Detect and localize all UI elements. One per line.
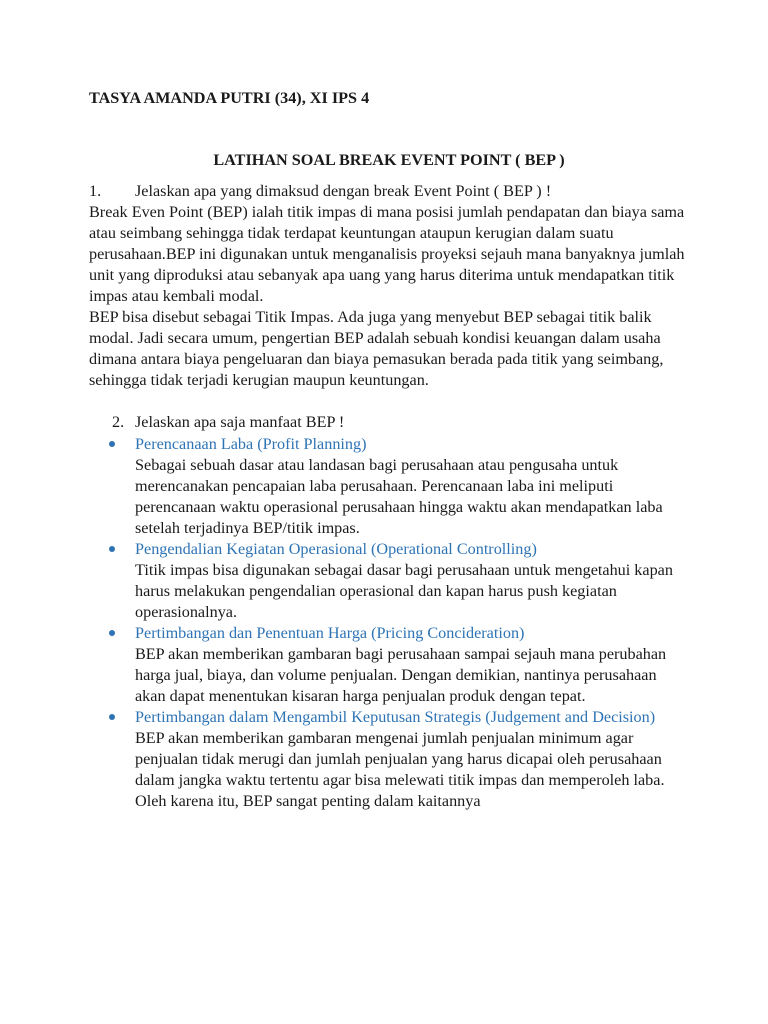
benefit-heading: Pertimbangan dan Penentuan Harga (Pricing Concideration) [135, 624, 525, 642]
document-body [89, 88, 689, 812]
benefit-text: Sebagai sebuah dasar atau landasan bagi perusahaan atau pengusaha untuk merencanakan pencapaian laba perusahaan. Perencanaan laba ini meliputi perencanaan waktu operasional perusahaan hingga waktu akan mendapatkan laba setelah terjadinya BEP/titik impas. [135, 456, 663, 537]
answer-1-paragraph-1: Break Even Point (BEP) ialah titik impas di mana posisi jumlah pendapatan dan biaya sama atau seimbang sehingga tidak terdapat keuntungan ataupun kerugian dalam suatu perusahaan.BEP ini digunakan untuk menganalisis proyeksi sejauh mana banyaknya jumlah unit yang diproduksi atau sebanyak apa uang yang harus diterima untuk mendapatkan titik impas atau kembali modal. [89, 203, 685, 305]
question-1-number: 1. [89, 182, 102, 200]
bullet-dot-icon [89, 434, 135, 539]
document-title: LATIHAN SOAL BREAK EVENT POINT ( BEP ) [213, 151, 565, 169]
question-2-text: Jelaskan apa saja manfaat BEP ! [135, 413, 345, 431]
benefit-heading: Perencanaan Laba (Profit Planning) [135, 435, 367, 453]
benefit-heading: Pengendalian Kegiatan Operasional (Operational Controlling) [135, 540, 537, 558]
list-item [89, 707, 689, 812]
benefit-text: Titik impas bisa digunakan sebagai dasar bagi perusahaan untuk mengetahui kapan harus melakukan pengendalian operasional dan kapan harus push kegiatan operasionalnya. [135, 561, 673, 621]
list-item [89, 539, 689, 623]
answer-1-paragraph-2: BEP bisa disebut sebagai Titik Impas. Ada juga yang menyebut BEP sebagai titik balik modal. Jadi secara umum, pengertian BEP adalah sebuah kondisi keuangan dalam usaha dimana antara biaya pengeluaran dan biaya pemasukan berada pada titik yang seimbang, sehingga tidak terjadi kerugian maupun keuntungan. [89, 308, 664, 389]
question-2 [89, 412, 689, 433]
benefits-list [89, 434, 689, 812]
benefit-text: BEP akan memberikan gambaran bagi perusahaan sampai sejauh mana perubahan harga jual, biaya, dan volume penjualan. Dengan demikian, nantinya perusahaan akan dapat menentukan kisaran harga penjualan produk dengan tepat. [135, 645, 667, 705]
benefit-text: BEP akan memberikan gambaran mengenai jumlah penjualan minimum agar penjualan tidak merugi dan jumlah penjualan yang harus dicapai oleh perusahaan dalam jangka waktu tertentu agar bisa melewati titik impas dan memperoleh laba. Oleh karena itu, BEP sangat penting dalam kaitannya [135, 729, 665, 810]
bullet-dot-icon [89, 623, 135, 707]
question-1-text: Jelaskan apa yang dimaksud dengan break Event Point ( BEP ) ! [135, 182, 552, 200]
list-item [89, 623, 689, 707]
question-2-number: 2. [112, 413, 125, 431]
question-1 [89, 181, 689, 202]
bullet-dot-icon [89, 539, 135, 623]
list-item [89, 434, 689, 539]
benefit-heading: Pertimbangan dalam Mengambil Keputusan Strategis (Judgement and Decision) [135, 708, 656, 726]
author-line: TASYA AMANDA PUTRI (34), XI IPS 4 [89, 89, 370, 107]
bullet-dot-icon [89, 707, 135, 812]
